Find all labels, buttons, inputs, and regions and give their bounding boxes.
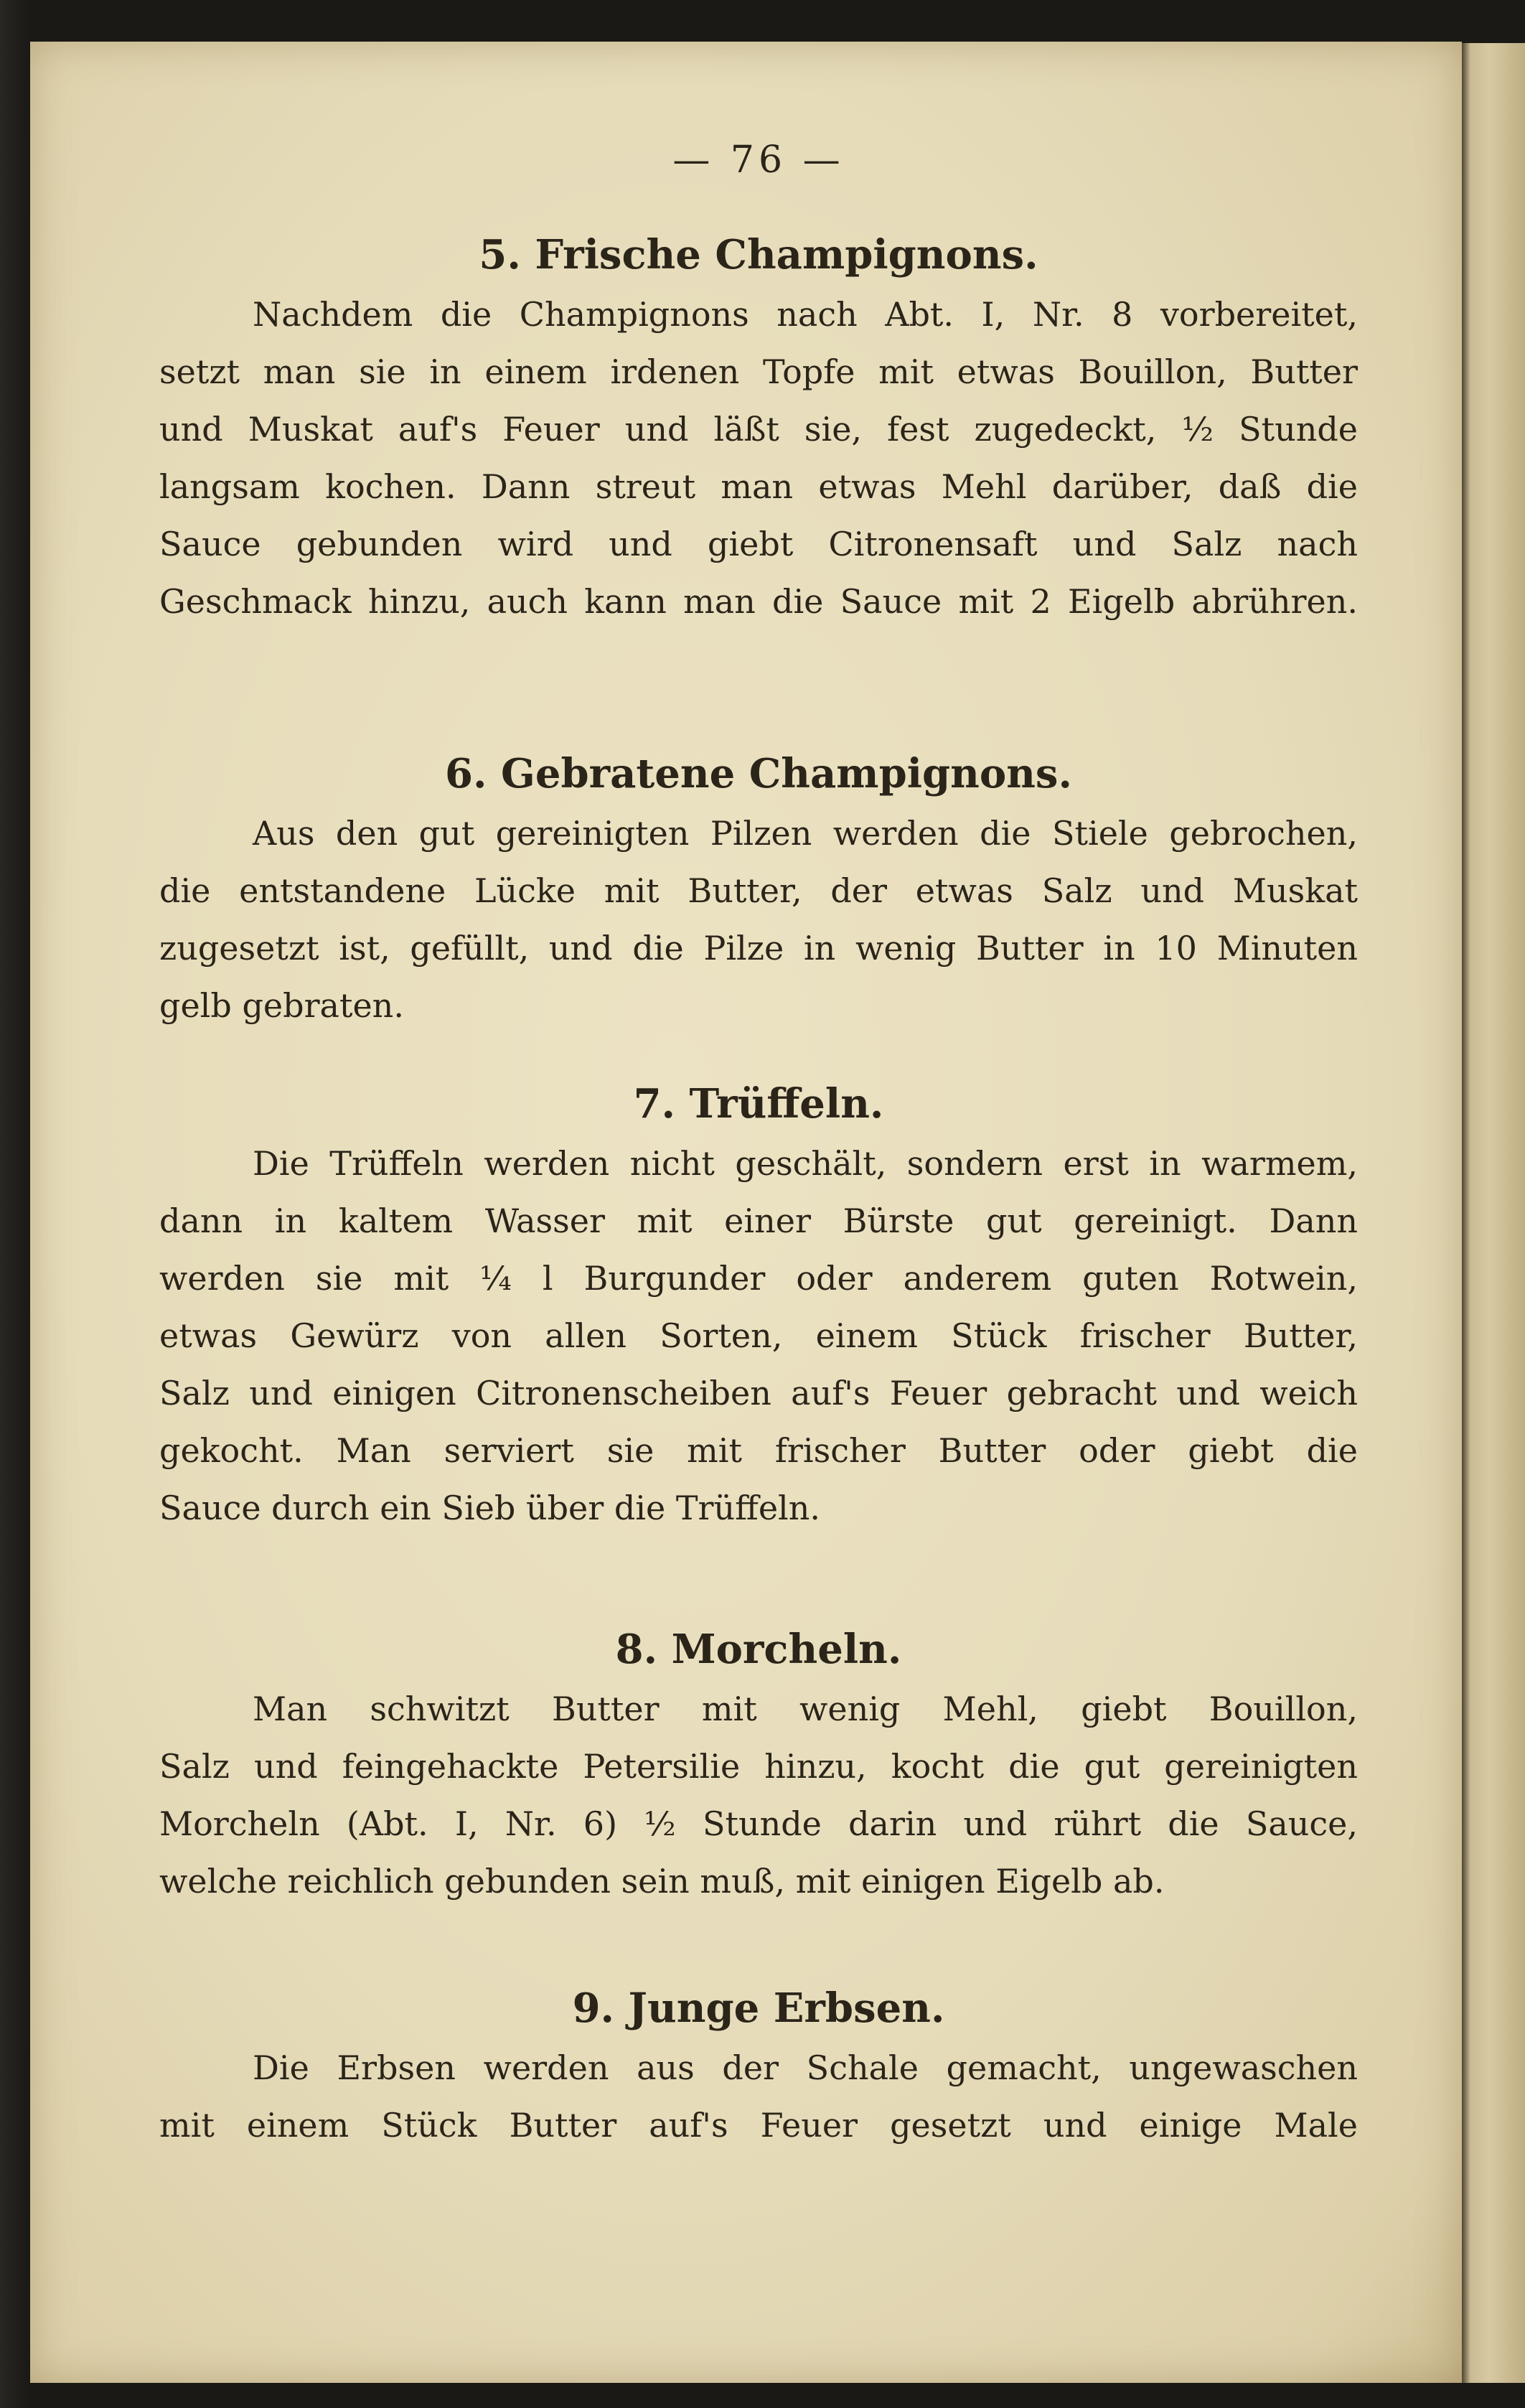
book-page [30, 42, 1462, 2383]
text-line: Die Trüffeln werden nicht geschält, sondern erst in warmem, [253, 1144, 1358, 1183]
text-line: Sauce durch ein Sieb über die Trüffeln. [159, 1489, 821, 1527]
recipe-section-7 [159, 1079, 1358, 1537]
recipe-section-8 [159, 1624, 1358, 1910]
text-line: und Muskat auf's Feuer und läßt sie, fest zugedeckt, ½ Stunde [159, 410, 1358, 449]
text-line: setzt man sie in einem irdenen Topfe mit etwas Bouillon, Butter [159, 352, 1358, 391]
text-line: Geschmack hinzu, auch kann man die Sauce mit 2 Eigelb abrühren. [159, 582, 1358, 621]
section-heading: 8. Morcheln. [615, 1626, 902, 1673]
text-line: Aus den gut gereinigten Pilzen werden die Stiele gebrochen, [253, 814, 1358, 853]
section-body [159, 2039, 1358, 2154]
text-line: Sauce gebunden wird und giebt Citronensaft und Salz nach [159, 525, 1358, 563]
text-line: gekocht. Man serviert sie mit frischer Butter oder giebt die [159, 1431, 1358, 1470]
recipe-section-9 [159, 1983, 1358, 2154]
text-line: Salz und einigen Citronenscheiben auf's Feuer gebracht und weich [159, 1374, 1358, 1413]
text-line: Nachdem die Champignons nach Abt. I, Nr. 8 vorbereitet, [253, 295, 1358, 334]
text-line: etwas Gewürz von allen Sorten, einem Stück frischer Butter, [159, 1316, 1358, 1355]
section-heading: 6. Gebratene Champignons. [445, 750, 1072, 797]
page-number: — 76 — [672, 139, 845, 182]
text-line: Man schwitzt Butter mit wenig Mehl, giebt Bouillon, [253, 1690, 1358, 1728]
text-line: dann in kaltem Wasser mit einer Bürste gut gereinigt. Dann [159, 1201, 1358, 1240]
text-line: welche reichlich gebunden sein muß, mit einigen Eigelb ab. [159, 1862, 1165, 1901]
section-body [159, 805, 1358, 1034]
section-body [159, 1680, 1358, 1910]
recipe-section-5 [159, 230, 1358, 630]
text-line: Morcheln (Abt. I, Nr. 6) ½ Stunde darin und rührt die Sauce, [159, 1804, 1358, 1843]
text-line: werden sie mit ¼ l Burgunder oder anderem guten Rotwein, [159, 1259, 1358, 1298]
text-line: langsam kochen. Dann streut man etwas Mehl darüber, daß die [159, 467, 1358, 506]
section-body [159, 1135, 1358, 1537]
text-line: die entstandene Lücke mit Butter, der etwas Salz und Muskat [159, 871, 1358, 910]
section-heading: 9. Junge Erbsen. [572, 1985, 945, 2032]
adjacent-page-edge [1460, 43, 1525, 2383]
text-line: gelb gebraten. [159, 986, 404, 1025]
section-heading: 7. Trüffeln. [633, 1080, 884, 1128]
recipe-section-6 [159, 749, 1358, 1034]
text-line: Die Erbsen werden aus der Schale gemacht, ungewaschen [253, 2048, 1358, 2087]
section-heading: 5. Frische Champignons. [479, 231, 1038, 278]
text-line: mit einem Stück Butter auf's Feuer gesetzt und einige Male [159, 2106, 1358, 2145]
text-line: Salz und feingehackte Petersilie hinzu, kocht die gut gereinigten [159, 1747, 1358, 1786]
text-line: zugesetzt ist, gefüllt, und die Pilze in wenig Butter in 10 Minuten [159, 929, 1358, 968]
section-body [159, 286, 1358, 630]
